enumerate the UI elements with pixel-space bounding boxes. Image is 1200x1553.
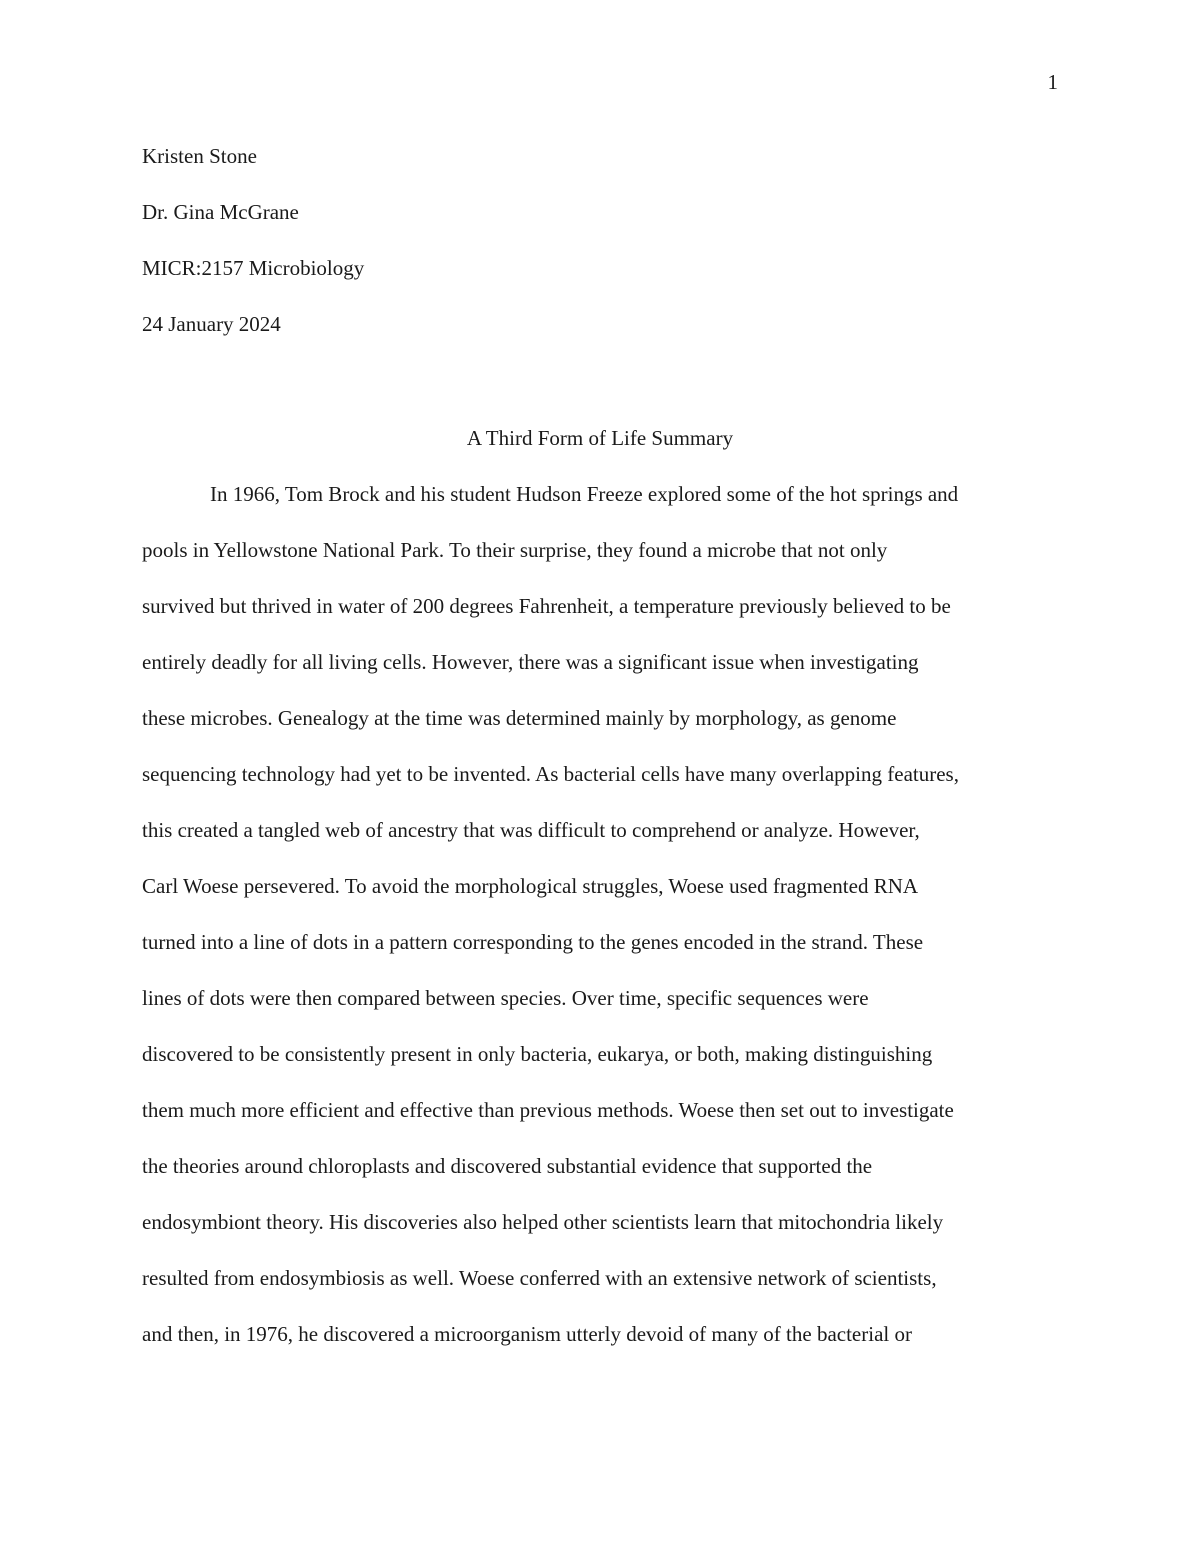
body-line: them much more efficient and effective than previous methods. Woese then set out to investigate xyxy=(142,1098,954,1122)
instructor-name: Dr. Gina McGrane xyxy=(142,200,299,224)
body-line: resulted from endosymbiosis as well. Woese conferred with an extensive network of scientists, xyxy=(142,1266,937,1290)
document-date: 24 January 2024 xyxy=(142,312,281,336)
body-line: endosymbiont theory. His discoveries also helped other scientists learn that mitochondria likely xyxy=(142,1210,944,1234)
body-line: these microbes. Genealogy at the time was determined mainly by morphology, as genome xyxy=(142,706,897,730)
body-line: sequencing technology had yet to be invented. As bacterial cells have many overlapping features, xyxy=(142,762,959,786)
body-line: pools in Yellowstone National Park. To their surprise, they found a microbe that not only xyxy=(142,538,888,562)
body-line: the theories around chloroplasts and discovered substantial evidence that supported the xyxy=(142,1154,873,1178)
body-line: survived but thrived in water of 200 degrees Fahrenheit, a temperature previously believed to be xyxy=(142,594,951,618)
body-line: entirely deadly for all living cells. However, there was a significant issue when investigating xyxy=(142,650,919,674)
body-line: In 1966, Tom Brock and his student Hudson Freeze explored some of the hot springs and xyxy=(210,482,959,506)
body-line: and then, in 1976, he discovered a microorganism utterly devoid of many of the bacterial or xyxy=(142,1322,912,1346)
body-line: Carl Woese persevered. To avoid the morphological struggles, Woese used fragmented RNA xyxy=(142,874,919,898)
body-line: turned into a line of dots in a pattern corresponding to the genes encoded in the strand. These xyxy=(142,930,924,954)
course-name: MICR:2157 Microbiology xyxy=(142,256,365,280)
page-number: 1 xyxy=(1047,70,1058,94)
essay-title: A Third Form of Life Summary xyxy=(466,426,734,450)
body-line: this created a tangled web of ancestry that was difficult to comprehend or analyze. However, xyxy=(142,818,920,842)
author-name: Kristen Stone xyxy=(142,144,257,168)
body-line: discovered to be consistently present in only bacteria, eukarya, or both, making distinguishing xyxy=(142,1042,933,1066)
body-line: lines of dots were then compared between species. Over time, specific sequences were xyxy=(142,986,869,1010)
